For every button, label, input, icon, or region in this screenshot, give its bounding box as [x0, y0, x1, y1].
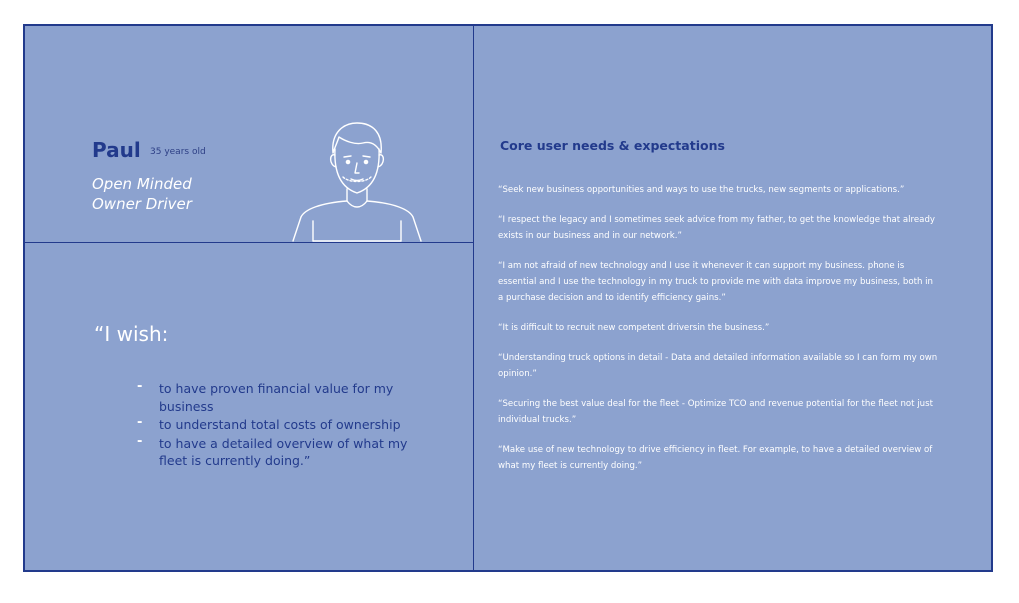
wish-item-text: to have a detailed overview of what my fleet is currently doing.”: [159, 435, 408, 468]
persona-age: 35 years old: [150, 147, 206, 157]
person-avatar-icon: [291, 119, 423, 243]
persona-role-line-1: Open Minded: [92, 175, 192, 193]
vertical-divider: [473, 26, 474, 570]
needs-quote: “Make use of new technology to drive efficiency in fleet. For example, to have a detailed overview of what my fleet is currently doing.”: [498, 445, 933, 471]
needs-quote: “Understanding truck options in detail - Data and detailed information available so I can form my own opinion.”: [498, 353, 938, 379]
wish-list: [137, 380, 437, 471]
needs-quote: “It is difficult to recruit new competent driversin the business.”: [498, 323, 770, 333]
wish-item: [137, 416, 437, 434]
wish-title: “I wish:: [94, 322, 169, 346]
needs-quote: “Securing the best value deal for the fleet - Optimize TCO and revenue potential for the fleet not just individual trucks.”: [498, 399, 933, 425]
needs-quote: “I respect the legacy and I sometimes seek advice from my father, to get the knowledge that already exists in our business and in our network.”: [498, 215, 935, 241]
bullet-dash-icon: -: [137, 433, 143, 449]
bullet-dash-icon: -: [137, 379, 143, 394]
needs-quote-list: [498, 182, 938, 488]
wish-item: [137, 435, 437, 470]
persona-role: [92, 174, 292, 214]
needs-quote: “Seek new business opportunities and ways to use the trucks, new segments or applications.”: [498, 185, 905, 195]
needs-quote: “I am not afraid of new technology and I use it whenever it can support my business. phone is essential and I use the technology in my truck to provide me with data improve my business, both in a purchase decision and to identify efficiency gains.”: [498, 261, 933, 303]
persona-role-line-2: Owner Driver: [92, 195, 192, 213]
persona-name: Paul: [92, 138, 141, 162]
wish-item: [137, 380, 437, 415]
wish-item-text: to have proven financial value for my business: [159, 381, 394, 414]
needs-title: Core user needs & expectations: [500, 138, 725, 153]
bullet-dash-icon: -: [137, 415, 143, 430]
persona-card: [23, 24, 993, 572]
wish-item-text: to understand total costs of ownership: [159, 417, 401, 432]
